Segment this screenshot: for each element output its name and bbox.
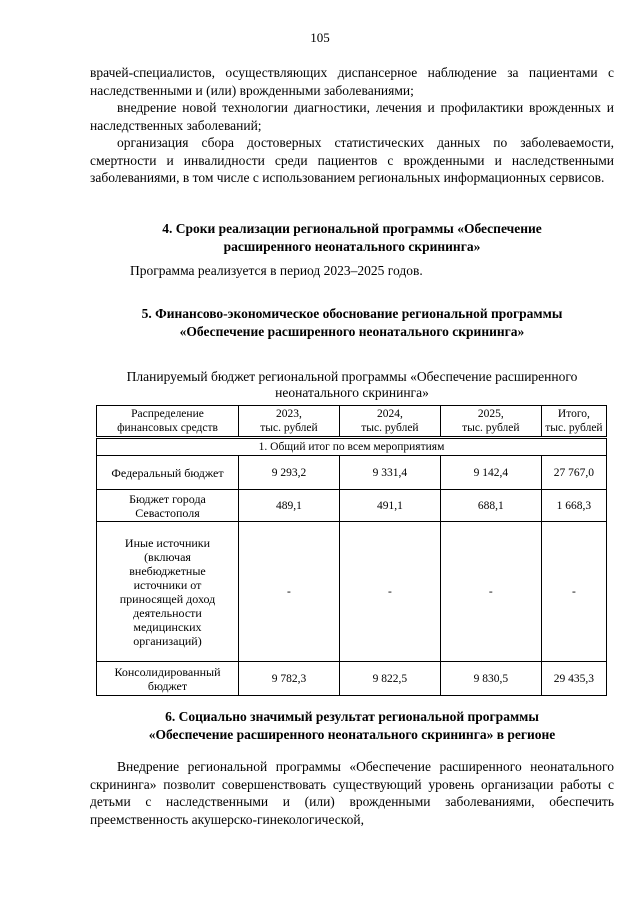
cell-2023: 9 293,2 (239, 456, 340, 490)
header-2024: 2024, тыс. рублей (339, 406, 440, 438)
table-row (97, 522, 607, 662)
cell-total: 29 435,3 (541, 662, 606, 696)
table-row (97, 490, 607, 522)
section-4-title-line-1: 4. Сроки реализации региональной программы «Обеспечение (162, 221, 542, 236)
cell-2024: 491,1 (339, 490, 440, 522)
cell-2025: - (440, 522, 541, 662)
table-group-row (97, 438, 607, 456)
row-label: Иные источники (включая внебюджетные источники от приносящей доход деятельности медицинских организаций) (97, 522, 239, 662)
cell-2025: 688,1 (440, 490, 541, 522)
header-distribution: Распределение финансовых средств (97, 406, 239, 438)
header-total: Итого, тыс. рублей (541, 406, 606, 438)
cell-2025: 9 830,5 (440, 662, 541, 696)
cell-total: - (541, 522, 606, 662)
table-caption-line-2: неонатального скрининга» (275, 385, 429, 400)
cell-2023: 9 782,3 (239, 662, 340, 696)
section-6-text: Внедрение региональной программы «Обеспечение расширенного неонатального скрининга» позволит совершенствовать существующий уровень организации работы с детьми с наследственными и (или) врожденными заболеваниями, обеспечить преемственность акушерско-гинекологической, (90, 759, 614, 827)
header-2023: 2023, тыс. рублей (239, 406, 340, 438)
cell-2024: 9 822,5 (339, 662, 440, 696)
table-row (97, 662, 607, 696)
cell-total: 27 767,0 (541, 456, 606, 490)
section-4-text: Программа реализуется в период 2023–2025 годов. (130, 263, 423, 278)
intro-paragraph-1: врачей-специалистов, осуществляющих диспансерное наблюдение за пациентами с наследственными и (или) врожденными заболеваниями; (90, 65, 614, 98)
intro-paragraph-3: организация сбора достоверных статистических данных по заболеваемости, смертности и инвалидности среди пациентов с врожденными и наследственными заболеваниями, в том числе с использованием региональных информационных сервисов. (90, 135, 614, 185)
cell-2023: - (239, 522, 340, 662)
table-caption-line-1: Планируемый бюджет региональной программы «Обеспечение расширенного (126, 369, 578, 384)
budget-table (96, 405, 607, 696)
header-2025: 2025, тыс. рублей (440, 406, 541, 438)
section-4-title-line-2: расширенного неонатального скрининга» (223, 239, 481, 254)
section-6-title-line-1: 6. Социально значимый результат региональной программы (165, 709, 539, 724)
page-number: 105 (310, 30, 330, 45)
cell-2024: 9 331,4 (339, 456, 440, 490)
row-label: Консолидированный бюджет (97, 662, 239, 696)
section-5-title-line-1: 5. Финансово-экономическое обоснование региональной программы (141, 306, 563, 321)
section-6-title-line-2: «Обеспечение расширенного неонатального скрининга» в регионе (148, 727, 556, 742)
cell-2023: 489,1 (239, 490, 340, 522)
intro-paragraph-2: внедрение новой технологии диагностики, лечения и профилактики врожденных и наследственных заболеваний; (90, 100, 614, 133)
section-5-title-line-2: «Обеспечение расширенного неонатального скрининга» (179, 324, 525, 339)
cell-2025: 9 142,4 (440, 456, 541, 490)
group-title: 1. Общий итог по всем мероприятиям (97, 438, 607, 456)
row-label: Бюджет города Севастополя (97, 490, 239, 522)
cell-2024: - (339, 522, 440, 662)
row-label: Федеральный бюджет (97, 456, 239, 490)
table-header-row (97, 406, 607, 438)
cell-total: 1 668,3 (541, 490, 606, 522)
table-row (97, 456, 607, 490)
